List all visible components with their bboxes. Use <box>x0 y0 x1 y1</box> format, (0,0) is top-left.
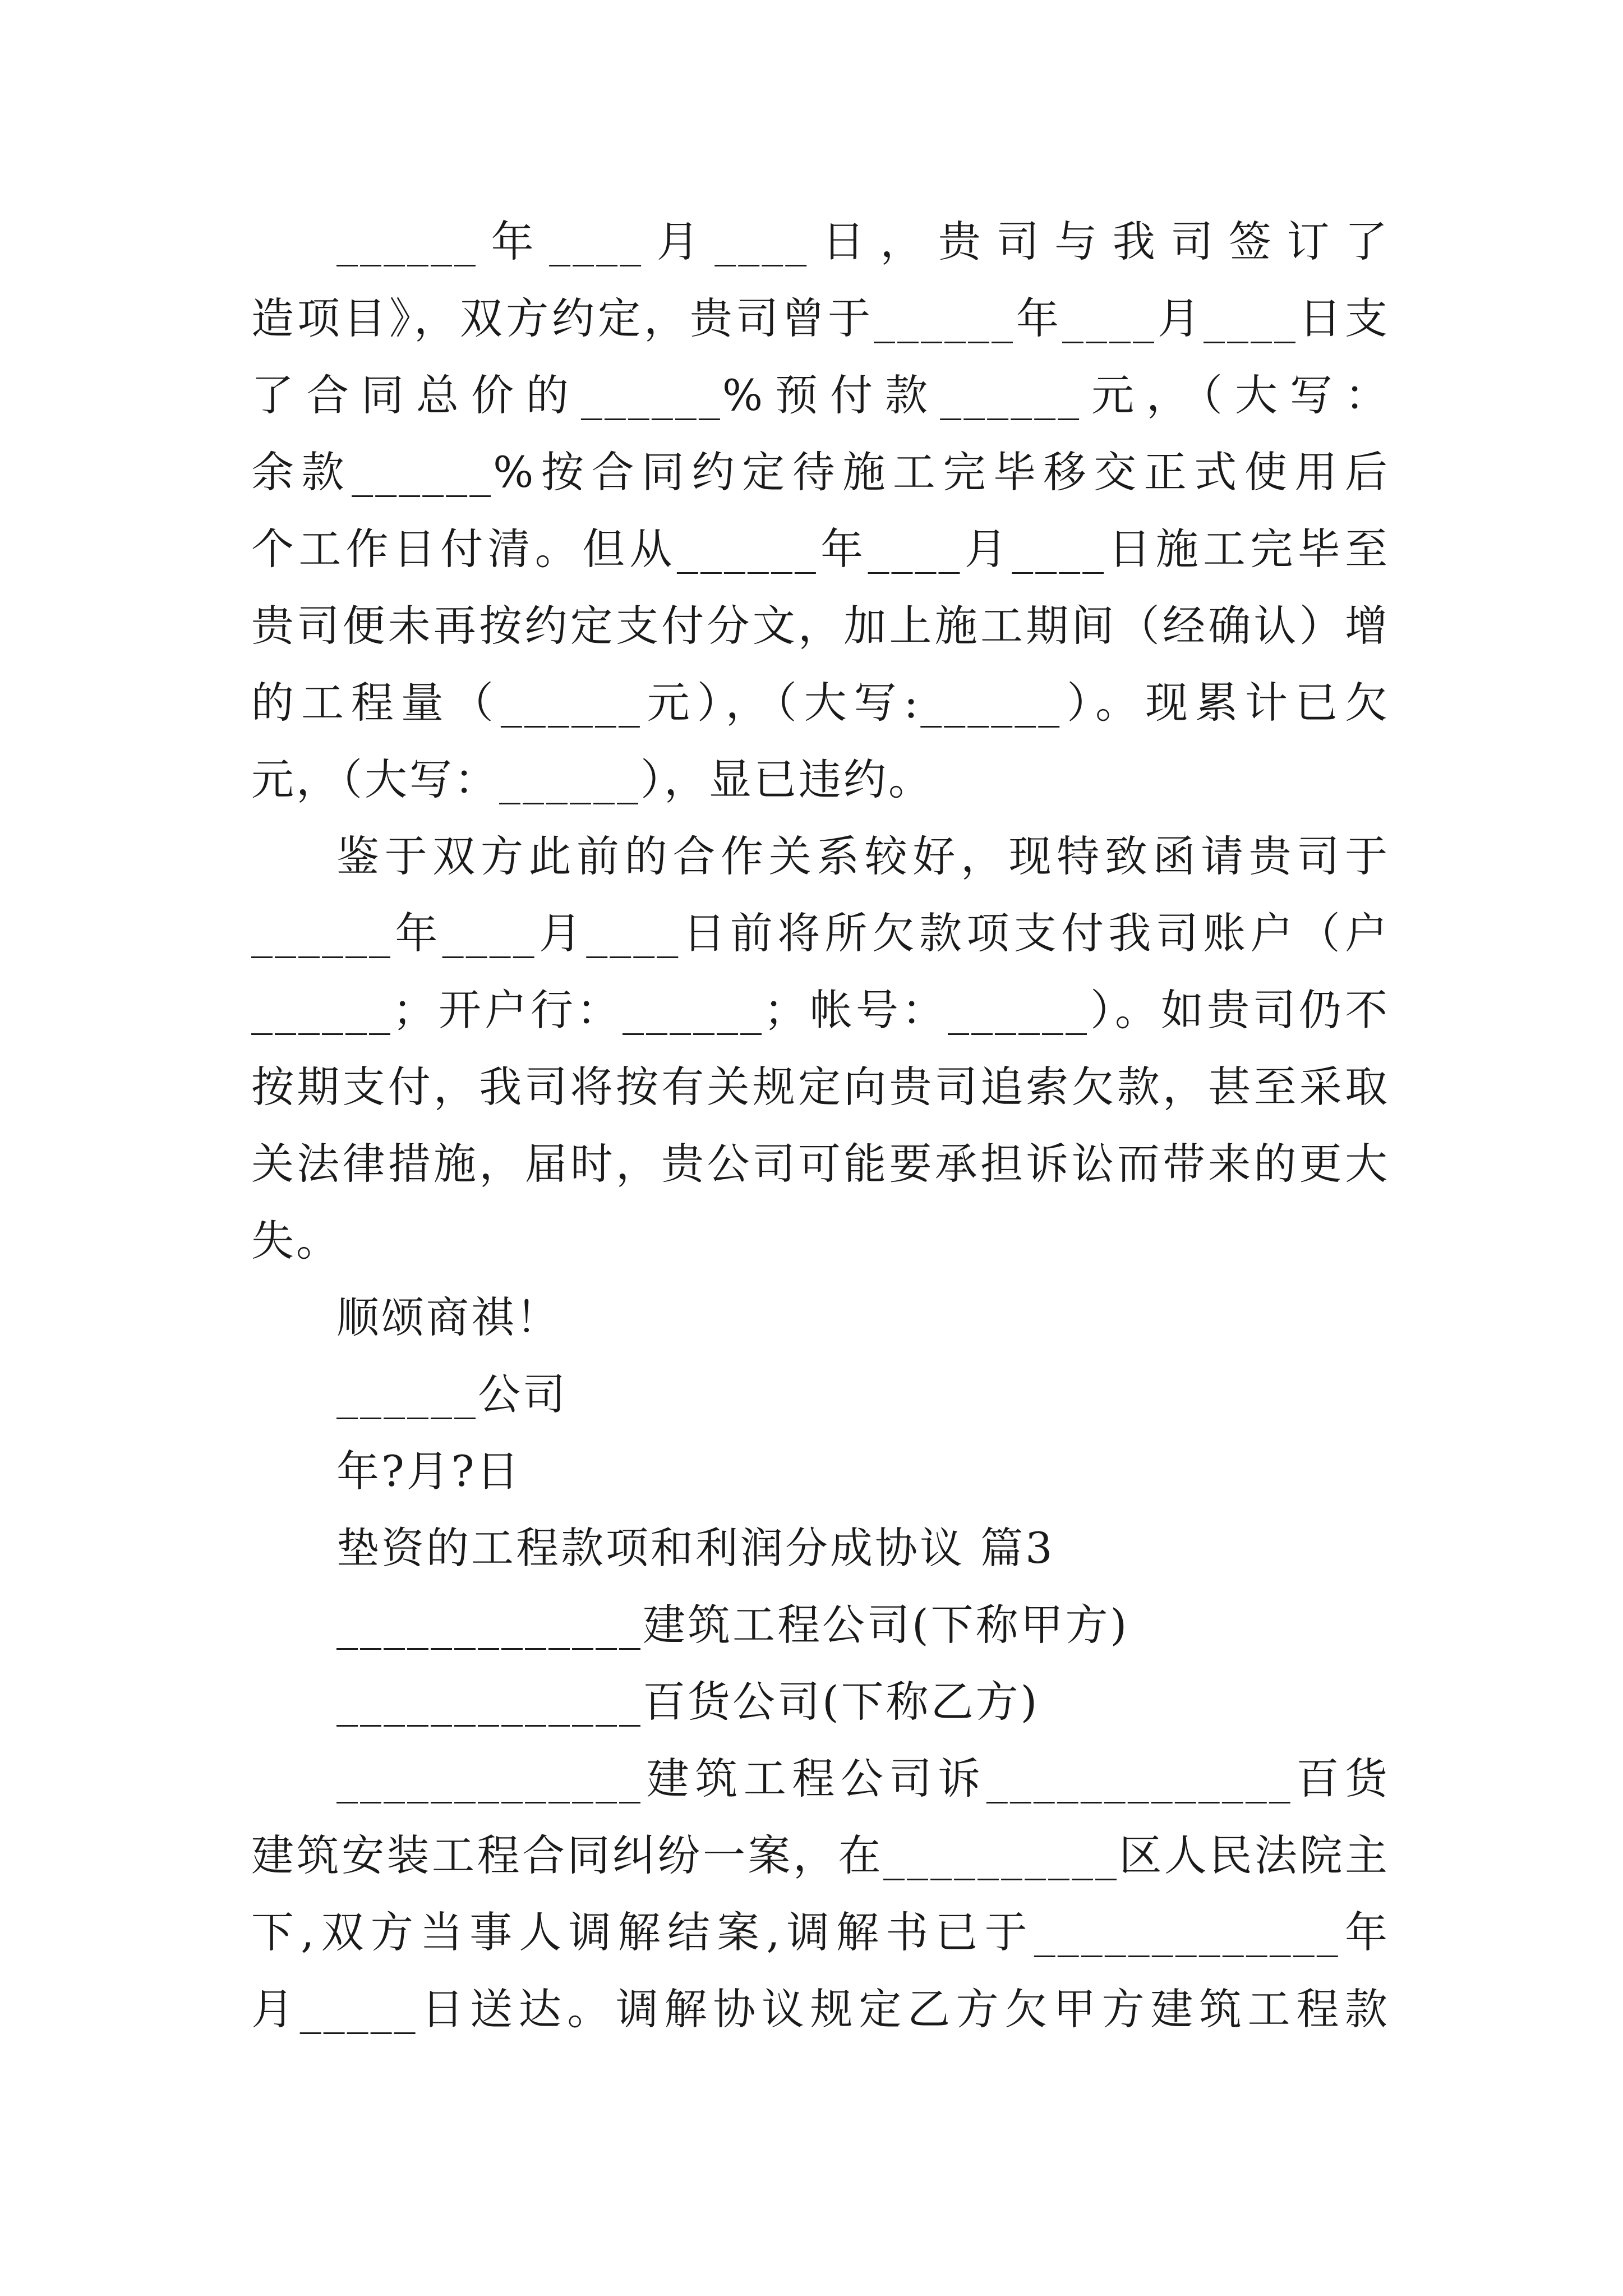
paragraph-line: 贵司便未再按约定支付分文，加上施工期间（经确认）增 <box>251 601 1390 651</box>
paragraph-line: 造项目》，双方约定，贵司曾于______年____月____日支 <box>251 293 1390 343</box>
paragraph-line: ______年____月____日，贵司与我司签订了 <box>336 217 1390 266</box>
paragraph-line: ______；开户行：______；帐号：______）。如贵司仍不 <box>251 985 1390 1035</box>
party-b-line: _____________百货公司(下称乙方) <box>336 1677 1040 1727</box>
paragraph-line: 的工程量（______元），（大写:______）。现累计已欠 <box>251 678 1390 728</box>
paragraph-line: 建筑安装工程合同纠纷一案，在__________区人民法院主 <box>251 1830 1390 1880</box>
paragraph-line: 失。 <box>251 1216 341 1266</box>
party-a-line: _____________建筑工程公司(下称甲方) <box>336 1600 1129 1650</box>
paragraph-line: 元，（大写：______），显已违约。 <box>251 754 933 804</box>
closing-salutation: 顺颂商祺！ <box>336 1292 561 1342</box>
paragraph-line: 下,双方当事人调解结案,调解书已于_____________年 <box>251 1907 1390 1957</box>
signature-date: 年?月?日 <box>336 1446 522 1496</box>
section-title: 垫资的工程款项和利润分成协议 篇3 <box>336 1523 1055 1573</box>
paragraph-line: ______年____月____日前将所欠款项支付我司账户（户 <box>251 908 1390 958</box>
paragraph-line: 关法律措施，届时，贵公司可能要承担诉讼而带来的更大 <box>251 1139 1390 1189</box>
paragraph-line: 按期支付，我司将按有关规定向贵司追索欠款，甚至采取 <box>251 1062 1390 1112</box>
document-body <box>251 203 1390 2047</box>
paragraph-line: 个工作日付清。但从______年____月____日施工完毕至 <box>251 524 1390 574</box>
paragraph-line: 鉴于双方此前的合作关系较好，现特致函请贵司于 <box>336 831 1390 881</box>
paragraph-line: 余款______%按合同约定待施工完毕移交正式使用后 <box>251 447 1390 497</box>
paragraph-line: _____________建筑工程公司诉_____________百货 <box>336 1754 1390 1803</box>
paragraph-line: 月_____日送达。调解协议规定乙方欠甲方建筑工程款 <box>251 1984 1390 2034</box>
signature-company: ______公司 <box>336 1369 568 1419</box>
paragraph-line: 了合同总价的______%预付款______元，（大写： <box>251 370 1390 420</box>
